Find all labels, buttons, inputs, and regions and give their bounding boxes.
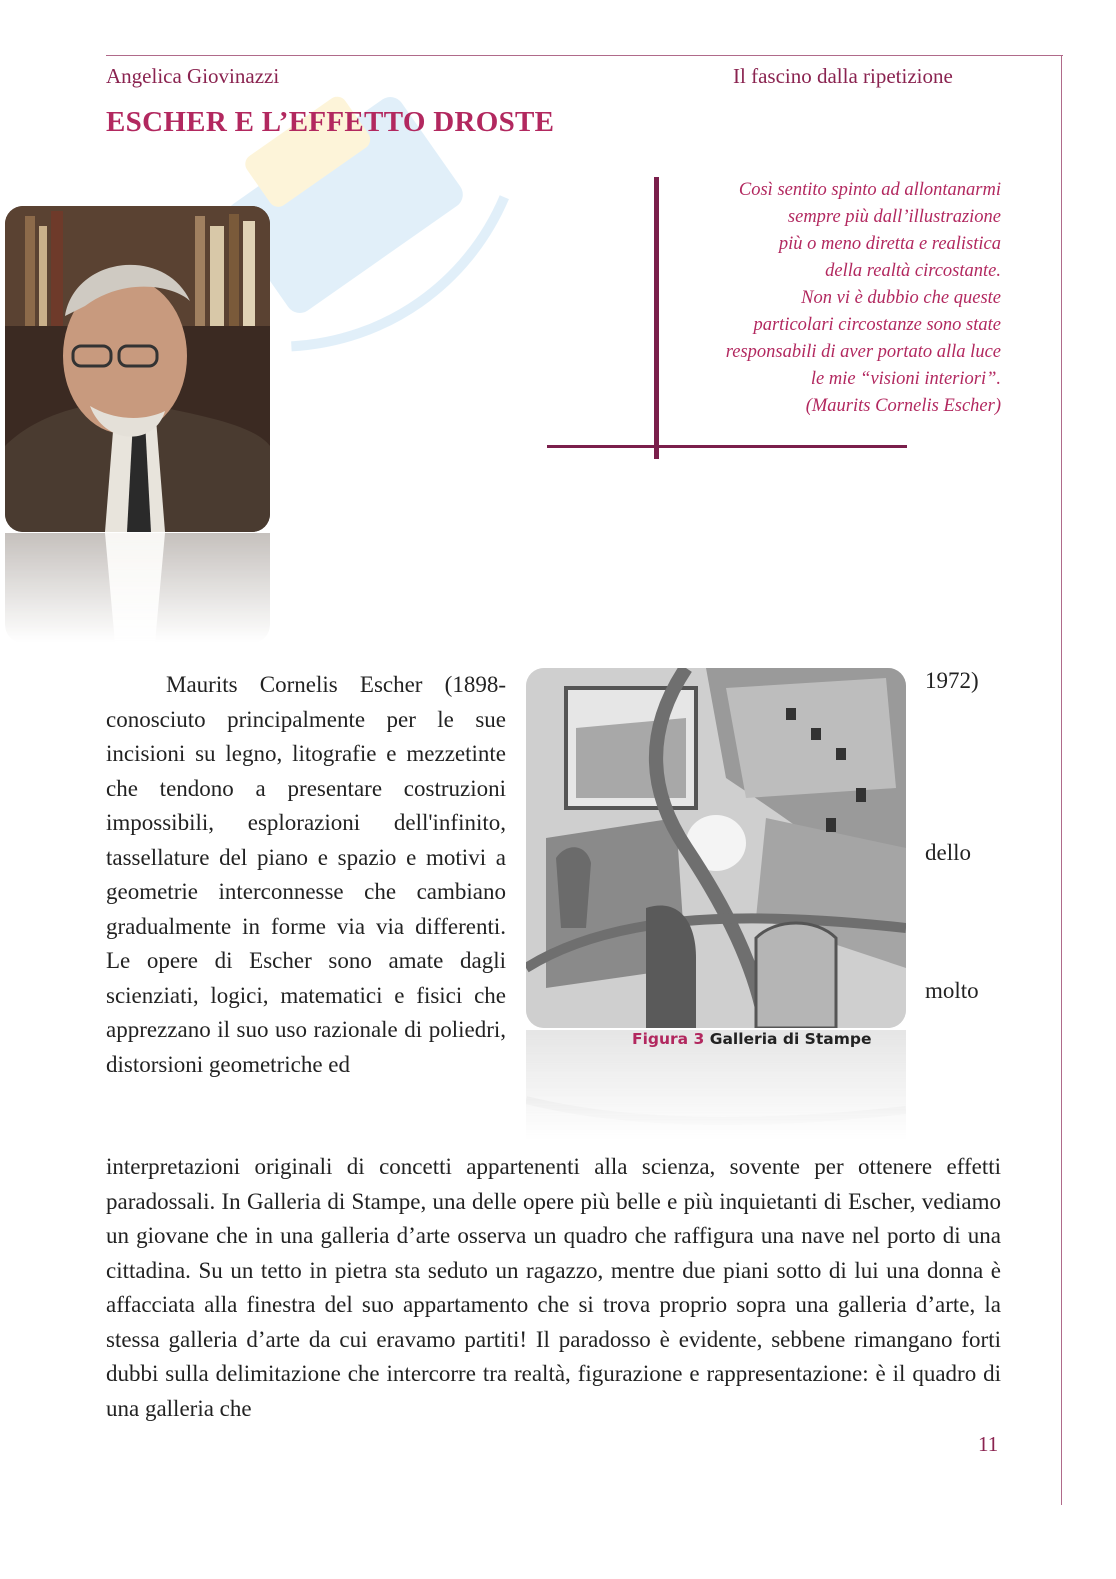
- figure-caption-text: Galleria di Stampe: [709, 1030, 872, 1048]
- quote-attribution: (Maurits Cornelis Escher): [805, 396, 1001, 416]
- quote-line: Non vi è dubbio che queste: [801, 288, 1001, 308]
- wrapped-word: 1972): [925, 668, 979, 693]
- header-doc-title: Il fascino dalla ripetizione: [733, 64, 953, 88]
- figure-caption-label: Figura 3: [632, 1030, 705, 1048]
- quote-line: sempre più dall’illustrazione: [787, 207, 1001, 227]
- quote-line: responsabili di aver portato alla luce: [725, 342, 1001, 362]
- escher-quote: [668, 177, 1001, 420]
- body-paragraph-left: [106, 668, 506, 1082]
- page-number: 11: [978, 1432, 999, 1456]
- quote-line: le mie “visioni interiori”.: [810, 369, 1001, 389]
- escher-portrait-reflection: [5, 533, 270, 643]
- quote-horizontal-rule: [547, 445, 907, 448]
- body-paragraph-full: interpretazioni originali di concetti appartenenti alla scienza, sovente per ottenere effetti paradossali. In Galleria di Stampe, una delle opere più belle e più inquietanti di Escher, vediamo un giovane che in una galleria d’arte osserva un quadro che raffigura una nave nel porto di una cittadina. Su un tetto in pietra sta seduto un ragazzo, mentre due piani sotto di lui una donna è affacciata alla finestra del suo appartamento che si trova proprio sopra una galleria d’arte, la stessa galleria d’arte da cui eravamo partiti! Il paradosso è evidente, sebbene rimangano forti dubbi sulla delimitazione che intercorre tra realtà, figurazione e rappresentazione: è il quadro di una galleria che: [106, 1154, 1001, 1421]
- quote-line: più o meno diretta e realistica: [778, 234, 1001, 254]
- right-margin-rule: [1061, 55, 1062, 1505]
- escher-portrait: [5, 206, 270, 532]
- wrapped-word: dello: [925, 840, 971, 865]
- quote-line: della realtà circostante.: [825, 261, 1001, 281]
- quote-vertical-rule: [654, 177, 659, 459]
- figure-galleria-di-stampe: [526, 668, 906, 1028]
- section-title: ESCHER E L’EFFETTO DROSTE: [106, 106, 555, 138]
- header-author: Angelica Giovinazzi: [106, 64, 280, 88]
- quote-line: particolari circostanze sono state: [753, 315, 1001, 335]
- body-paragraph-left-text: Maurits Cornelis Escher (1898- conosciuto principalmente per le sue incisioni su legno, litografie e mezzetinte che tendono a presentare costruzioni impossibili, esplorazioni dell'infinito, tassellature del piano e spazio e motivi a geometrie interconnesse che cambiano gradualmente in forme via via differenti. Le opere di Escher sono amate dagli scienziati, logici, matematici e fisici che apprezzano il suo uso razionale di poliedri, distorsioni geometriche ed: [106, 672, 506, 1077]
- quote-line: Così sentito spinto ad allontanarmi: [738, 180, 1001, 200]
- figure-caption: [632, 1030, 871, 1048]
- wrapped-word: molto: [925, 978, 979, 1003]
